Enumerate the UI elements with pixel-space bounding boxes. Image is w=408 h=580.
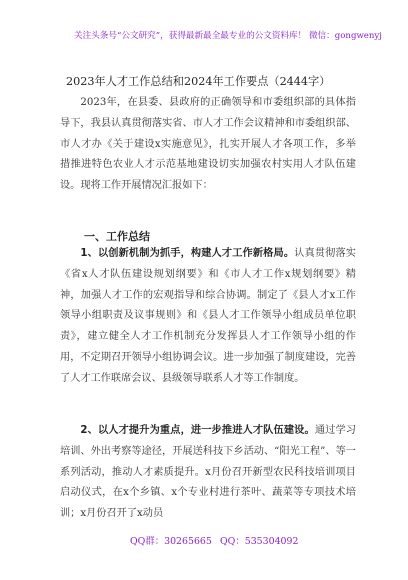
item-2-paragraph	[60, 421, 356, 525]
intro-paragraph: 2023年，在县委、县政府的正确领导和市委组织部的具体指导下，我县认真贯彻落实省、市人才工作会议精神和市委组织部、市人才办《关于建设x实施意见》，扎实开展人才各项工作，多举措推进特色农业人才示范基地建设切实加强农村实用人才队伍建设。现将工作开展情况汇报如下：	[60, 97, 356, 192]
section-heading-work-summary: 一、工作总结	[84, 230, 150, 243]
qq-label: QQ：	[220, 536, 245, 547]
item-1-lead: 1、以创新机制为抓手，构建人才工作新格局。	[80, 248, 295, 259]
item-1-body: 认真贯彻落实《省x人才队伍建设规划纲要》和《市人才工作x规划纲要》精神，加强人才工作的宏观指导和综合协调。制定了《县人才x工作领导小组职责及议事规则》和《县人才工作领导小组成员单位职责》，建立健全人才工作机制充分发挥县人才工作领导小组的作用，不定期召开领导小组协调会议。进一步加强了制度建设，完善了人才工作联席会议、县级领导联系人才等工作制度。	[60, 248, 356, 384]
qq-group-label: QQ群：	[130, 536, 165, 547]
qq-contact	[220, 533, 298, 547]
item-2-lead: 2、以人才提升为重点，进一步推进人才队伍建设。	[80, 425, 315, 436]
qq-group-number: 30265665	[164, 536, 212, 547]
document-title: 2023年人才工作总结和2024年工作要点（2444字）	[66, 75, 331, 88]
qq-group-contact	[130, 533, 212, 547]
header-banner: 关注头条号“公文研究”，获得最新最全最专业的公文资料库！ 微信：gongwenyj	[74, 31, 382, 41]
item-1-paragraph	[60, 244, 356, 390]
qq-number: 535304092	[244, 536, 299, 547]
item-2-body: 通过学习培训、外出考察等途径，开展送科技下乡活动、“阳光工程”、等一系列活动，推动人才素质提升。x月份召开新型农民科技培训项目启动仪式，在x个乡镇、x个专业村进行茶叶、蔬菜等专项技术培训；x月份召开了x动员	[60, 425, 356, 520]
